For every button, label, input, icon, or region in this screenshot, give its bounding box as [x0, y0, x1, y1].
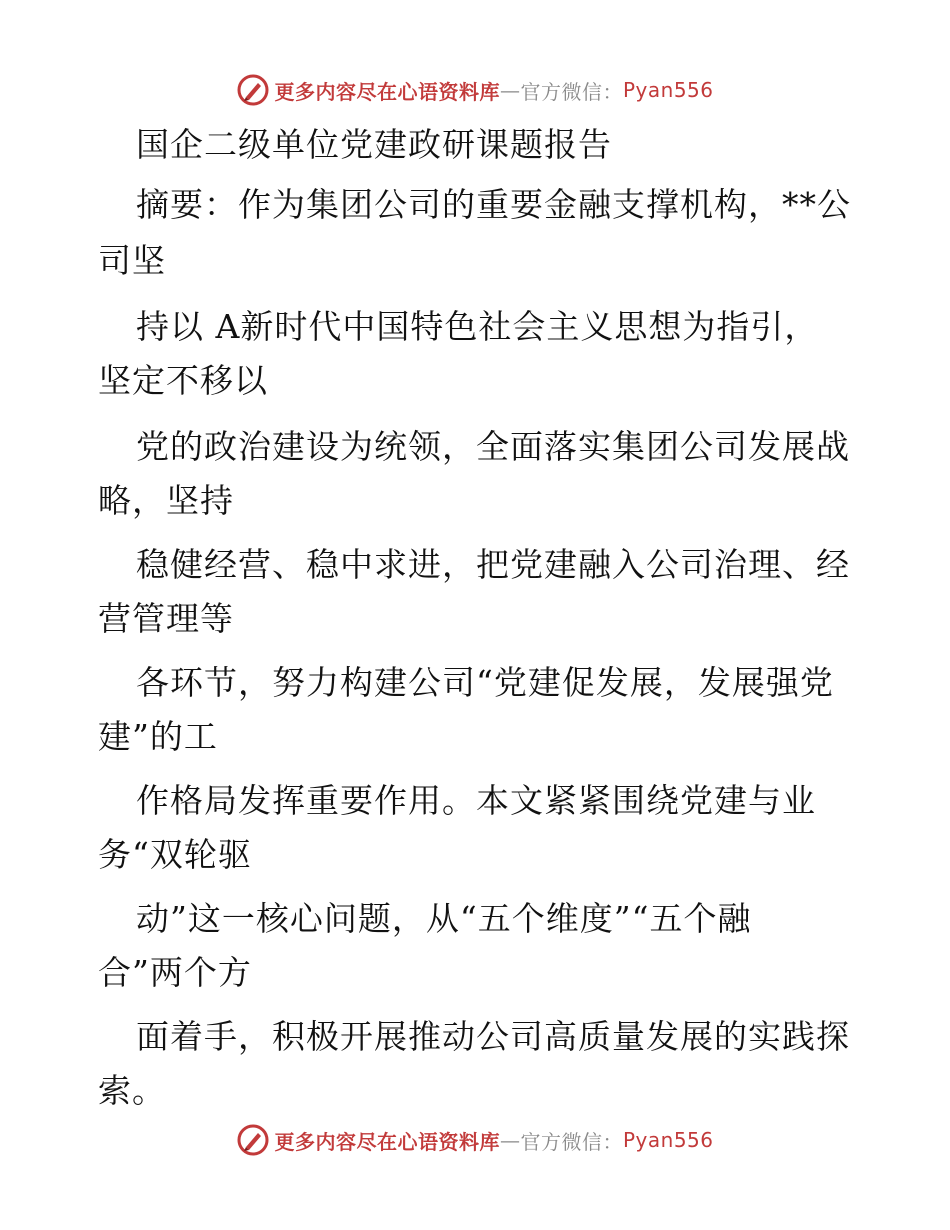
banner-separator: —	[499, 78, 521, 102]
pen-nib-seal-icon	[236, 73, 270, 107]
banner-wechat-label: 官方微信：	[520, 79, 623, 104]
paragraph-line: 持以 A新时代中国特色社会主义思想为指引，	[136, 307, 819, 346]
paragraph-line: 各环节，努力构建公司“党建促发展，发展强党	[136, 663, 834, 702]
paragraph-line: 摘要：作为集团公司的重要金融支撑机构，**公	[136, 185, 851, 224]
banner-title: 更多内容尽在心语资料库	[274, 1129, 500, 1154]
header-banner	[0, 70, 950, 110]
paragraph-line: 党的政治建设为统领，全面落实集团公司发展战	[136, 427, 850, 466]
banner-wechat-id: Pyan556	[622, 78, 714, 102]
paragraph-line: 面着手，积极开展推动公司高质量发展的实践探	[136, 1017, 850, 1056]
paragraph-line: 动”这一核心问题，从“五个维度”“五个融	[136, 899, 752, 938]
paragraph-line: 索。	[98, 1071, 166, 1110]
banner-title: 更多内容尽在心语资料库	[274, 79, 500, 104]
paragraph-line: 司坚	[98, 241, 166, 280]
paragraph-line: 务“双轮驱	[98, 835, 252, 874]
paragraph-line: 略，坚持	[98, 481, 234, 520]
banner-separator: —	[499, 1128, 521, 1152]
paragraph-line: 建”的工	[98, 717, 218, 756]
paragraph-line: 作格局发挥重要作用。本文紧紧围绕党建与业	[136, 781, 816, 820]
pen-nib-seal-icon	[236, 1123, 270, 1157]
footer-banner	[0, 1120, 950, 1160]
banner-wechat-label: 官方微信：	[520, 1129, 623, 1154]
paragraph-line: 合”两个方	[98, 953, 252, 992]
document-title: 国企二级单位党建政研课题报告	[136, 125, 612, 164]
paragraph-line: 稳健经营、稳中求进，把党建融入公司治理、经	[136, 545, 850, 584]
paragraph-line: 营管理等	[98, 599, 234, 638]
paragraph-line: 坚定不移以	[98, 361, 268, 400]
banner-wechat-id: Pyan556	[622, 1128, 714, 1152]
